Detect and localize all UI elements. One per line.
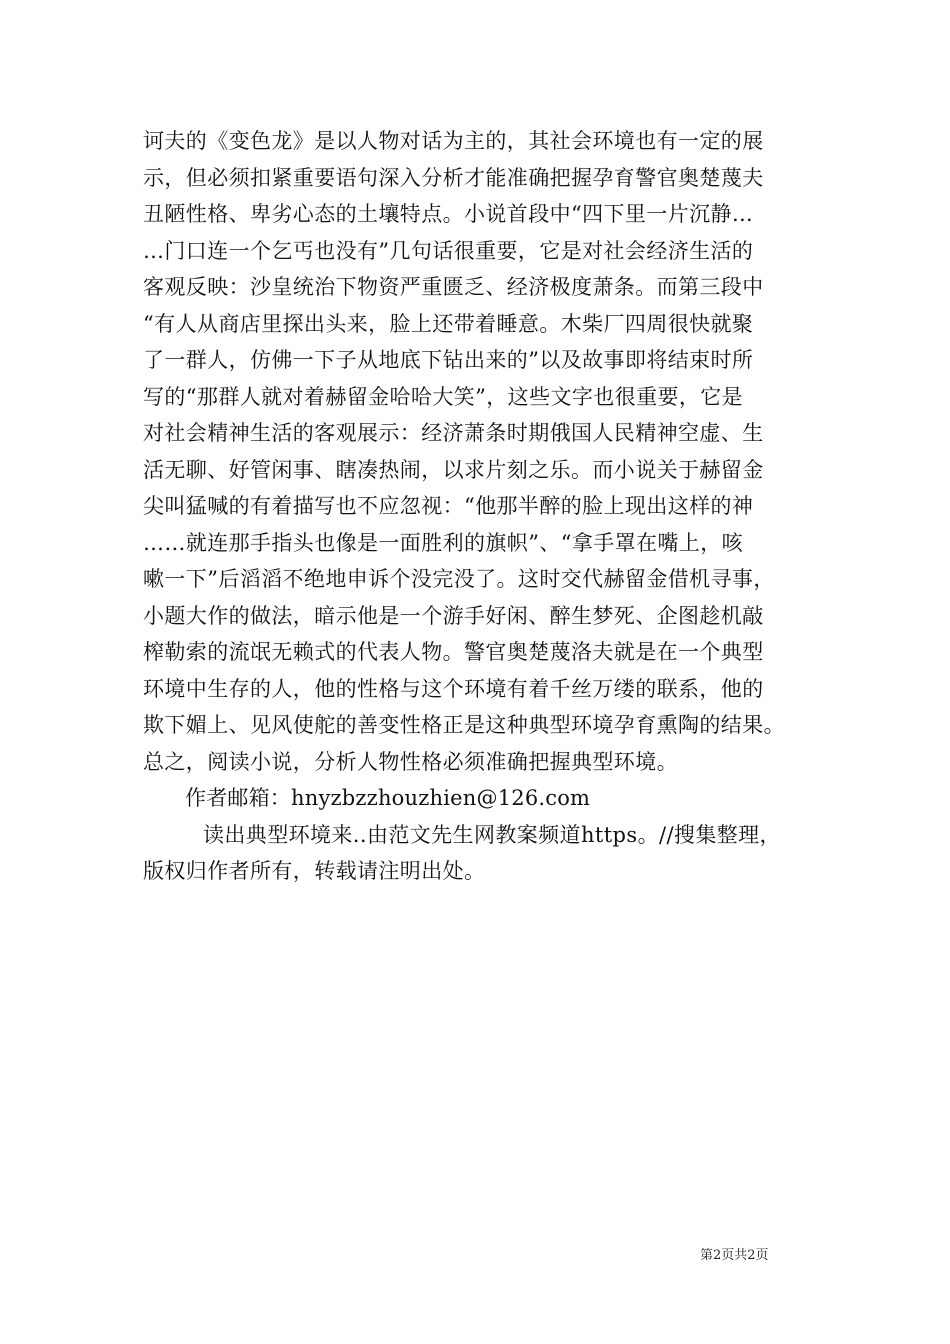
paragraph-line: “有人从商店里探出头来，脸上还带着睡意。木柴厂四周很快就聚: [143, 311, 754, 336]
page-number: 第2页共2页: [700, 1248, 769, 1263]
paragraph-line: 诃夫的《变色龙》是以人物对话为主的，其社会环境也有一定的展: [143, 129, 764, 153]
paragraph-line: 活无聊、好管闲事、瞎凑热闹，以求片刻之乐。而小说关于赫留金: [143, 457, 764, 482]
paragraph-line: 嗽一下”后滔滔不绝地申诉个没完没了。这时交代赫留金借机寻事，: [143, 567, 775, 591]
paragraph-line: 丑陋性格、卑劣心态的土壤特点。小说首段中“四下里一片沉静…: [143, 202, 754, 226]
paragraph-line: 尖叫猛喊的有着描写也不应忽视：“他那半醉的脸上现出这样的神: [143, 494, 754, 518]
paragraph-line: 写的“那群人就对着赫留金哈哈大笑”，这些文字也很重要，它是: [143, 384, 744, 409]
paragraph-line: 榨勒索的流氓无赖式的代表人物。警官奥楚蔑洛夫就是在一个典型: [143, 640, 764, 664]
paragraph-line: 环境中生存的人，他的性格与这个环境有着千丝万缕的联系，他的: [143, 676, 764, 701]
copyright-note-line: 版权归作者所有，转载请注明出处。: [143, 859, 486, 883]
source-note-line: 读出典型环境来..由范文先生网教案频道https。//搜集整理，: [203, 822, 781, 847]
paragraph-line: ……就连那手指头也像是一面胜利的旗帜”、“拿手罩在嘴上，咳: [143, 530, 744, 555]
paragraph-line: 总之，阅读小说，分析人物性格必须准确把握典型环境。: [143, 749, 678, 774]
paragraph-line: 对社会精神生活的客观展示：经济萧条时期俄国人民精神空虚、生: [143, 421, 764, 445]
paragraph-line: 小题大作的做法，暗示他是一个游手好闲、醉生梦死、企图趁机敲: [143, 603, 764, 628]
paragraph-line: …门口连一个乞丐也没有”几句话很重要，它是对社会经济生活的: [143, 238, 754, 263]
paragraph-line: 客观反映：沙皇统治下物资严重匮乏、经济极度萧条。而第三段中: [143, 275, 764, 299]
article-body: [143, 123, 815, 890]
paragraph-line: 欺下媚上、见风使舵的善变性格正是这种典型环境孕育熏陶的结果。: [143, 713, 785, 737]
author-email-line: 作者邮箱：hnyzbzzhouzhien@126.com: [185, 786, 591, 810]
paragraph-line: 示，但必须扣紧重要语句深入分析才能准确把握孕育警官奥楚蔑夫: [143, 165, 764, 190]
paragraph-line: 了一群人，仿佛一下子从地底下钻出来的”以及故事即将结束时所: [143, 348, 754, 372]
